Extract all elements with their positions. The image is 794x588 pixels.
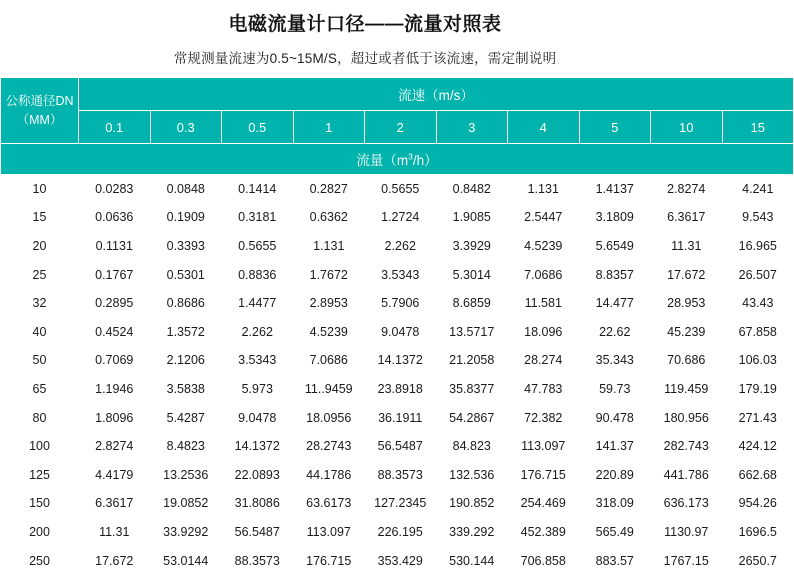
cell-value: 271.43	[722, 403, 794, 432]
table-row	[1, 203, 794, 232]
cell-value: 0.1909	[150, 203, 222, 232]
cell-value: 1.8096	[79, 403, 151, 432]
cell-value: 113.097	[293, 518, 365, 547]
cell-value: 113.097	[508, 432, 580, 461]
cell-value: 6.3617	[651, 203, 723, 232]
cell-value: 530.144	[436, 546, 508, 575]
header-cell-speed: 流速（m/s）	[79, 78, 794, 111]
cell-value: 2650.7	[722, 546, 794, 575]
cell-dn: 100	[1, 432, 79, 461]
cell-value: 1.131	[508, 175, 580, 204]
cell-value: 339.292	[436, 518, 508, 547]
cell-value: 0.7069	[79, 346, 151, 375]
table-row	[1, 432, 794, 461]
cell-value: 36.1911	[365, 403, 437, 432]
cell-value: 4.4179	[79, 460, 151, 489]
cell-value: 17.672	[79, 546, 151, 575]
cell-dn: 125	[1, 460, 79, 489]
cell-value: 2.5447	[508, 203, 580, 232]
cell-value: 2.1206	[150, 346, 222, 375]
cell-value: 35.8377	[436, 375, 508, 404]
cell-value: 18.096	[508, 317, 580, 346]
cell-value: 33.9292	[150, 518, 222, 547]
cell-dn: 150	[1, 489, 79, 518]
cell-value: 9.0478	[222, 403, 294, 432]
cell-value: 63.6173	[293, 489, 365, 518]
cell-value: 4.5239	[293, 317, 365, 346]
cell-value: 3.5838	[150, 375, 222, 404]
header-row-speed	[1, 78, 794, 111]
cell-value: 441.786	[651, 460, 723, 489]
cell-value: 56.5487	[222, 518, 294, 547]
cell-value: 19.0852	[150, 489, 222, 518]
cell-value: 1.4477	[222, 289, 294, 318]
header-speed-5: 3	[436, 111, 508, 144]
cell-value: 179.19	[722, 375, 794, 404]
table-row	[1, 546, 794, 575]
flow-header-prefix: 流量（m	[356, 153, 409, 168]
cell-value: 2.262	[222, 317, 294, 346]
cell-value: 22.0893	[222, 460, 294, 489]
cell-value: 88.3573	[365, 460, 437, 489]
cell-value: 3.3929	[436, 232, 508, 261]
cell-dn: 25	[1, 260, 79, 289]
cell-value: 5.6549	[579, 232, 651, 261]
cell-value: 0.3393	[150, 232, 222, 261]
cell-value: 119.459	[651, 375, 723, 404]
cell-value: 56.5487	[365, 432, 437, 461]
cell-value: 5.7906	[365, 289, 437, 318]
cell-value: 44.1786	[293, 460, 365, 489]
cell-value: 2.8274	[79, 432, 151, 461]
header-cell-flow	[1, 144, 794, 175]
cell-value: 1.2724	[365, 203, 437, 232]
cell-value: 18.0956	[293, 403, 365, 432]
cell-value: 1.7672	[293, 260, 365, 289]
table-row	[1, 489, 794, 518]
table-row	[1, 375, 794, 404]
cell-value: 2.8953	[293, 289, 365, 318]
header-speed-8: 10	[651, 111, 723, 144]
cell-value: 72.382	[508, 403, 580, 432]
flow-comparison-table	[0, 77, 794, 575]
cell-value: 452.389	[508, 518, 580, 547]
cell-value: 0.1131	[79, 232, 151, 261]
table-row	[1, 289, 794, 318]
cell-value: 424.12	[722, 432, 794, 461]
header-dn-line1: 公称通径DN	[5, 94, 74, 109]
table-row	[1, 518, 794, 547]
cell-value: 0.0848	[150, 175, 222, 204]
cell-value: 662.68	[722, 460, 794, 489]
cell-value: 106.03	[722, 346, 794, 375]
cell-value: 1.131	[293, 232, 365, 261]
cell-value: 954.26	[722, 489, 794, 518]
cell-value: 0.6362	[293, 203, 365, 232]
cell-dn: 40	[1, 317, 79, 346]
cell-value: 1.3572	[150, 317, 222, 346]
cell-dn: 15	[1, 203, 79, 232]
cell-value: 13.2536	[150, 460, 222, 489]
cell-value: 14.1372	[222, 432, 294, 461]
cell-value: 0.5655	[222, 232, 294, 261]
cell-value: 318.09	[579, 489, 651, 518]
cell-dn: 200	[1, 518, 79, 547]
cell-value: 220.89	[579, 460, 651, 489]
cell-value: 8.4823	[150, 432, 222, 461]
cell-value: 0.1767	[79, 260, 151, 289]
header-speed-2: 0.5	[222, 111, 294, 144]
cell-value: 54.2867	[436, 403, 508, 432]
cell-value: 47.783	[508, 375, 580, 404]
cell-value: 1696.5	[722, 518, 794, 547]
cell-value: 31.8086	[222, 489, 294, 518]
cell-value: 0.3181	[222, 203, 294, 232]
header-speed-1: 0.3	[150, 111, 222, 144]
cell-value: 13.5717	[436, 317, 508, 346]
table-row	[1, 260, 794, 289]
cell-value: 176.715	[293, 546, 365, 575]
cell-value: 5.4287	[150, 403, 222, 432]
cell-value: 7.0686	[293, 346, 365, 375]
cell-value: 4.241	[722, 175, 794, 204]
header-speed-6: 4	[508, 111, 580, 144]
cell-value: 28.953	[651, 289, 723, 318]
cell-value: 6.3617	[79, 489, 151, 518]
cell-dn: 65	[1, 375, 79, 404]
table-row	[1, 460, 794, 489]
cell-value: 26.507	[722, 260, 794, 289]
cell-value: 43.43	[722, 289, 794, 318]
cell-value: 59.73	[579, 375, 651, 404]
cell-dn: 32	[1, 289, 79, 318]
cell-value: 5.3014	[436, 260, 508, 289]
cell-value: 282.743	[651, 432, 723, 461]
table-row	[1, 175, 794, 204]
cell-value: 883.57	[579, 546, 651, 575]
cell-value: 11.31	[79, 518, 151, 547]
cell-value: 11..9459	[293, 375, 365, 404]
cell-value: 9.543	[722, 203, 794, 232]
cell-value: 1130.97	[651, 518, 723, 547]
cell-value: 0.2827	[293, 175, 365, 204]
cell-value: 2.8274	[651, 175, 723, 204]
header-row-speed-values	[1, 111, 794, 144]
cell-value: 0.4524	[79, 317, 151, 346]
cell-value: 3.5343	[222, 346, 294, 375]
cell-value: 565.49	[579, 518, 651, 547]
cell-value: 0.5301	[150, 260, 222, 289]
cell-value: 0.5655	[365, 175, 437, 204]
cell-value: 132.536	[436, 460, 508, 489]
cell-value: 35.343	[579, 346, 651, 375]
cell-value: 636.173	[651, 489, 723, 518]
cell-dn: 250	[1, 546, 79, 575]
cell-value: 353.429	[365, 546, 437, 575]
header-cell-dn	[1, 78, 79, 144]
cell-value: 28.274	[508, 346, 580, 375]
cell-dn: 10	[1, 175, 79, 204]
cell-value: 67.858	[722, 317, 794, 346]
cell-value: 88.3573	[222, 546, 294, 575]
table-body	[1, 175, 794, 575]
header-dn-line2: （MM）	[16, 112, 63, 127]
cell-value: 2.262	[365, 232, 437, 261]
cell-value: 0.8482	[436, 175, 508, 204]
cell-value: 0.2895	[79, 289, 151, 318]
cell-value: 8.6859	[436, 289, 508, 318]
cell-value: 226.195	[365, 518, 437, 547]
cell-value: 21.2058	[436, 346, 508, 375]
cell-value: 9.0478	[365, 317, 437, 346]
page-subtitle: 常规测量流速为0.5~15M/S，超过或者低于该流速，需定制说明	[173, 51, 557, 66]
cell-value: 254.469	[508, 489, 580, 518]
header-speed-0: 0.1	[79, 111, 151, 144]
header-speed-4: 2	[365, 111, 437, 144]
cell-value: 90.478	[579, 403, 651, 432]
cell-value: 45.239	[651, 317, 723, 346]
header-speed-7: 5	[579, 111, 651, 144]
table-head	[1, 78, 794, 175]
cell-value: 7.0686	[508, 260, 580, 289]
cell-value: 1767.15	[651, 546, 723, 575]
table-row	[1, 317, 794, 346]
cell-value: 0.1414	[222, 175, 294, 204]
cell-value: 84.823	[436, 432, 508, 461]
cell-value: 176.715	[508, 460, 580, 489]
header-speed-3: 1	[293, 111, 365, 144]
flow-header-sup: 3	[408, 151, 413, 162]
flow-header-suffix: /h）	[412, 153, 438, 168]
cell-value: 141.37	[579, 432, 651, 461]
cell-value: 180.956	[651, 403, 723, 432]
cell-value: 1.9085	[436, 203, 508, 232]
cell-value: 1.4137	[579, 175, 651, 204]
cell-value: 0.8686	[150, 289, 222, 318]
cell-value: 1.1946	[79, 375, 151, 404]
cell-value: 14.1372	[365, 346, 437, 375]
cell-value: 3.1809	[579, 203, 651, 232]
cell-value: 23.8918	[365, 375, 437, 404]
cell-value: 16.965	[722, 232, 794, 261]
cell-value: 127.2345	[365, 489, 437, 518]
cell-value: 4.5239	[508, 232, 580, 261]
cell-value: 53.0144	[150, 546, 222, 575]
cell-value: 8.8357	[579, 260, 651, 289]
table-row	[1, 403, 794, 432]
table-row	[1, 232, 794, 261]
cell-value: 11.31	[651, 232, 723, 261]
cell-value: 17.672	[651, 260, 723, 289]
cell-value: 28.2743	[293, 432, 365, 461]
cell-value: 0.8836	[222, 260, 294, 289]
cell-value: 3.5343	[365, 260, 437, 289]
cell-value: 22.62	[579, 317, 651, 346]
cell-value: 0.0636	[79, 203, 151, 232]
cell-dn: 20	[1, 232, 79, 261]
page-title: 电磁流量计口径——流量对照表	[228, 14, 502, 35]
cell-value: 5.973	[222, 375, 294, 404]
cell-value: 190.852	[436, 489, 508, 518]
cell-value: 0.0283	[79, 175, 151, 204]
cell-value: 70.686	[651, 346, 723, 375]
table-row	[1, 346, 794, 375]
cell-value: 706.858	[508, 546, 580, 575]
cell-value: 11.581	[508, 289, 580, 318]
cell-value: 14.477	[579, 289, 651, 318]
header-row-flow	[1, 144, 794, 175]
cell-dn: 50	[1, 346, 79, 375]
cell-dn: 80	[1, 403, 79, 432]
header-speed-9: 15	[722, 111, 794, 144]
